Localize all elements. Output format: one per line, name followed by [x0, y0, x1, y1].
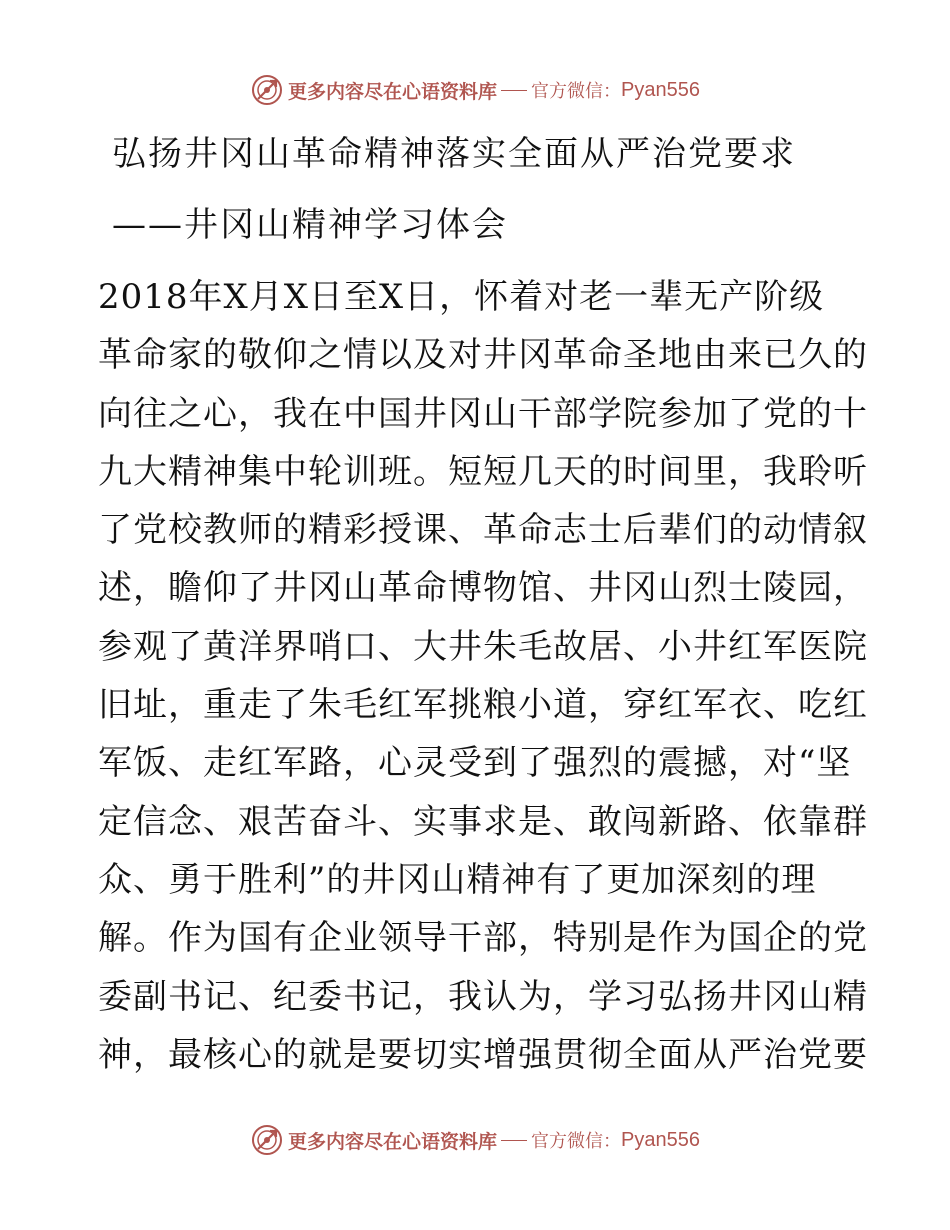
- document-title: 弘扬井冈山革命精神落实全面从严治党要求: [112, 134, 796, 174]
- body-line: 革命家的敬仰之情以及对井冈革命圣地由来已久的: [98, 335, 868, 376]
- banner-text: 更多内容尽在心语资料库: [288, 80, 498, 103]
- body-line: 神，最核心的就是要切实增强贯彻全面从严治党要: [98, 1034, 868, 1075]
- banner-text: 更多内容尽在心语资料库: [288, 1130, 498, 1153]
- banner-wechat-id: Pyan556: [621, 78, 700, 101]
- document-subtitle: ——井冈山精神学习体会: [112, 205, 508, 245]
- header-banner: [0, 70, 950, 110]
- body-line: 定信念、艰苦奋斗、实事求是、敢闯新路、依靠群: [98, 801, 868, 842]
- document-body: [98, 268, 868, 1084]
- banner-label: 官方微信：: [531, 1131, 622, 1152]
- body-line: 众、勇于胜利”的井冈山精神有了更加深刻的理: [98, 859, 817, 900]
- logo-icon: [250, 1123, 284, 1157]
- footer-banner: [0, 1120, 950, 1160]
- body-line: 述，瞻仰了井冈山革命博物馆、井冈山烈士陵园，: [98, 568, 868, 609]
- body-line: 向往之心，我在中国井冈山干部学院参加了党的十: [98, 393, 868, 434]
- banner-divider: [501, 1140, 527, 1141]
- body-line: 委副书记、纪委书记，我认为，学习弘扬井冈山精: [98, 976, 868, 1017]
- body-line: 了党校教师的精彩授课、革命志士后辈们的动情叙: [98, 510, 868, 551]
- body-line: 2018年X月X日至X日，怀着对老一辈无产阶级: [98, 277, 825, 317]
- banner-wechat-id: Pyan556: [621, 1128, 700, 1151]
- body-line: 解。作为国有企业领导干部，特别是作为国企的党: [98, 918, 868, 959]
- body-line: 旧址，重走了朱毛红军挑粮小道，穿红军衣、吃红: [98, 685, 868, 726]
- body-line: 军饭、走红军路，心灵受到了强烈的震撼，对“坚: [98, 743, 852, 784]
- body-line: 参观了黄洋界哨口、大井朱毛故居、小井红军医院: [98, 626, 868, 667]
- body-line: 九大精神集中轮训班。短短几天的时间里，我聆听: [98, 451, 868, 492]
- logo-icon: [250, 73, 284, 107]
- banner-label: 官方微信：: [531, 81, 622, 102]
- banner-divider: [501, 90, 527, 91]
